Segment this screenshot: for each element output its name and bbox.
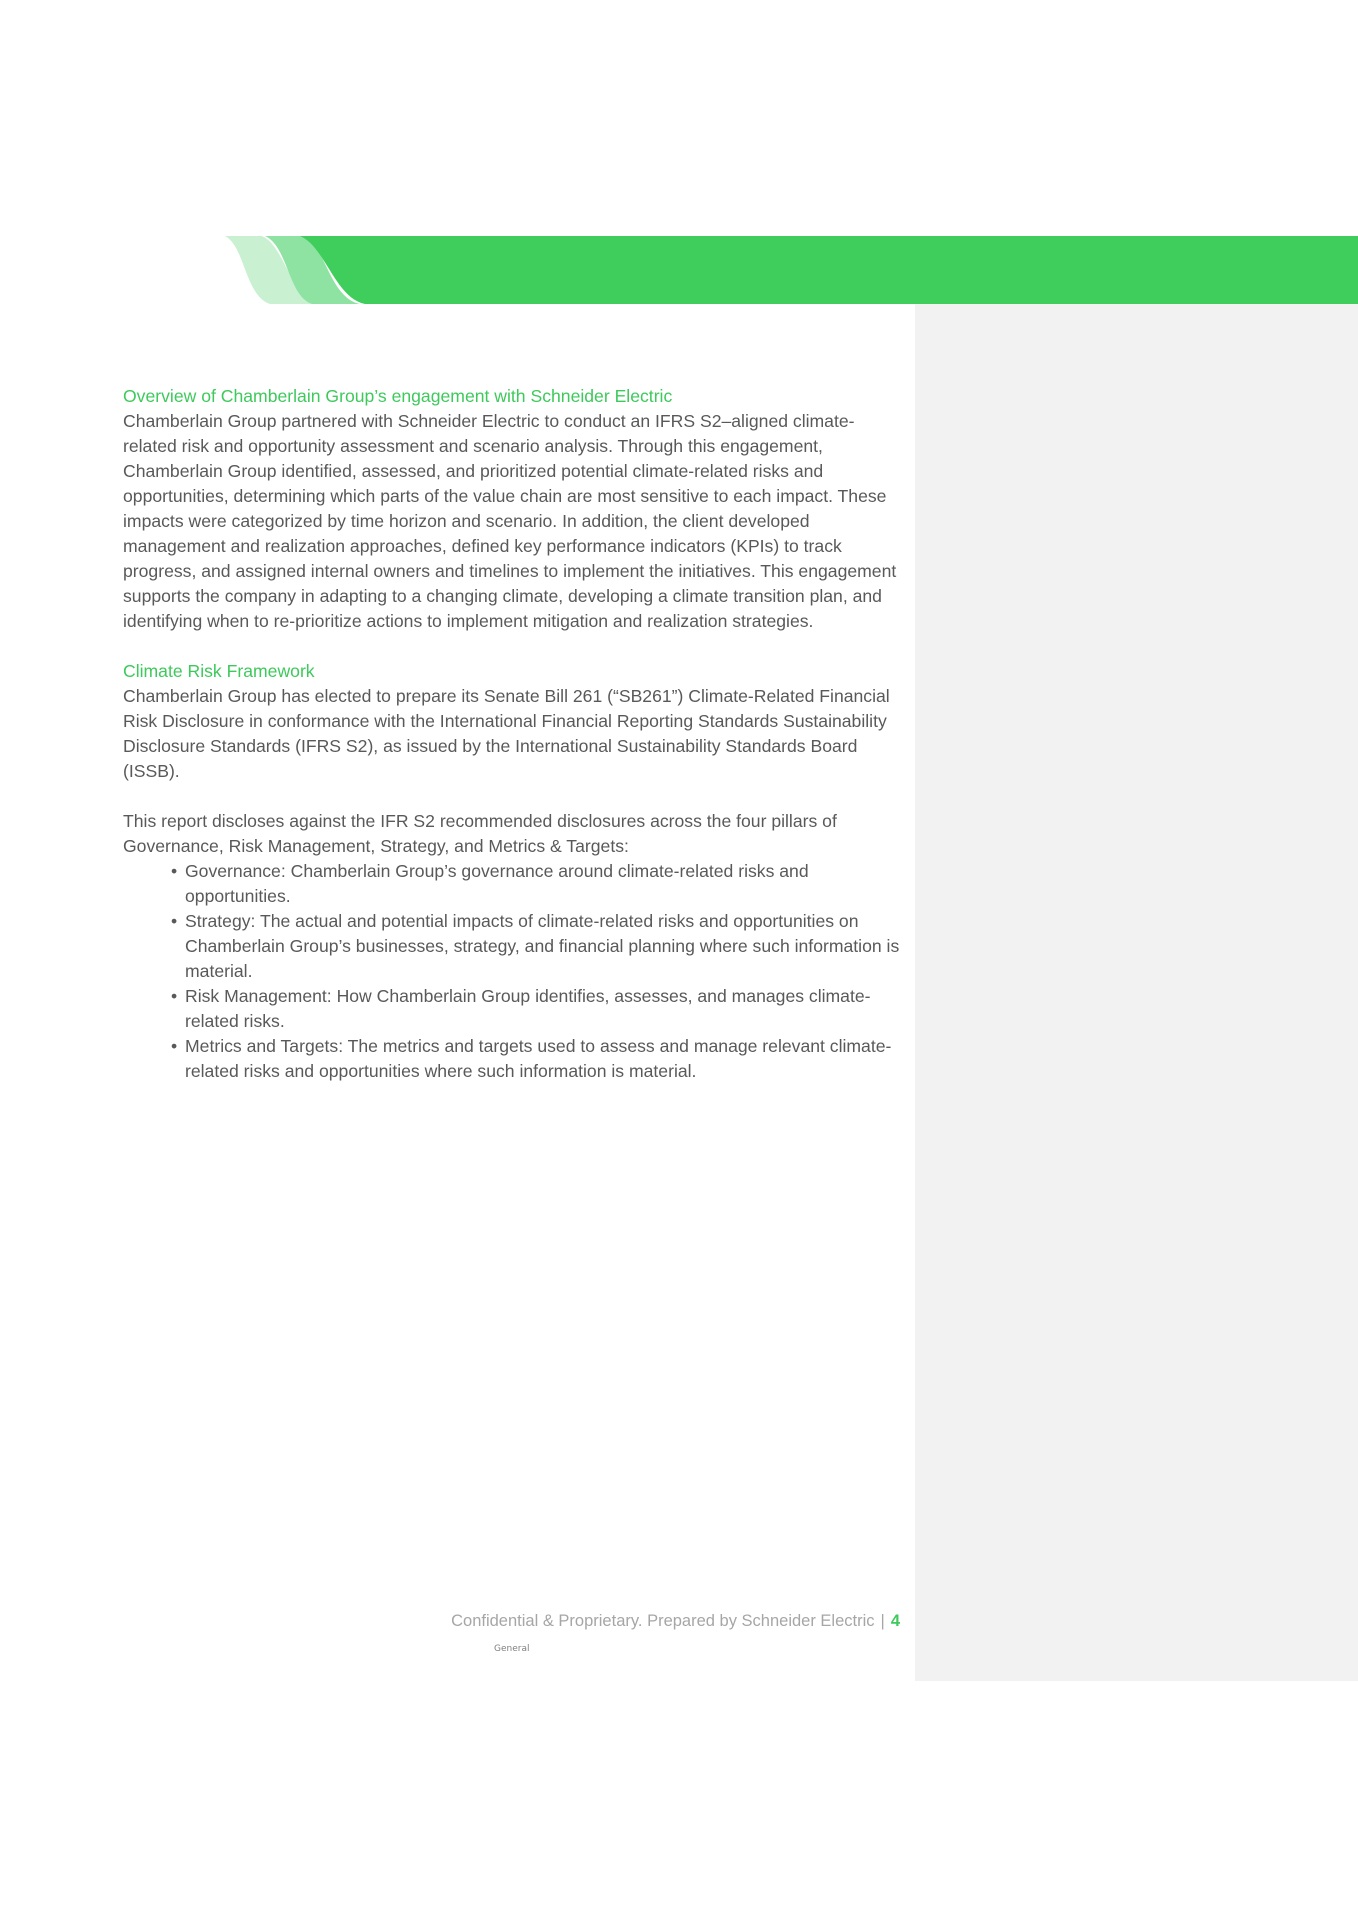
framework-body: Chamberlain Group has elected to prepare its Senate Bill 261 (“SB261”) Climate-Related Financial Risk Disclosure in conformance with the International Financial Reporting Standards Sustainability Disclosure Standards (IFRS S2), as issued by the International Sustainability Standards Board (ISSB). xyxy=(123,686,890,781)
overview-heading: Overview of Chamberlain Group’s engagement with Schneider Electric xyxy=(123,386,673,406)
page-number: 4 xyxy=(890,1612,900,1630)
page-footer xyxy=(451,1612,900,1631)
classification-label: General xyxy=(494,1644,530,1654)
pillar-strategy: Strategy: The actual and potential impacts of climate-related risks and opportunities on Chamberlain Group’s businesses, strategy, and financial planning where such information is material. xyxy=(185,911,900,981)
pillars-intro: This report discloses against the IFR S2 recommended disclosures across the four pillars of Governance, Risk Management, Strategy, and Metrics & Targets: xyxy=(123,811,837,856)
right-sidebar-panel xyxy=(915,303,1358,1681)
list-item xyxy=(123,984,903,1034)
footer-text: Confidential & Proprietary. Prepared by Schneider Electric xyxy=(451,1612,875,1630)
framework-heading: Climate Risk Framework xyxy=(123,661,315,681)
pillar-risk-management: Risk Management: How Chamberlain Group identifies, assesses, and manages climate-related risks. xyxy=(185,986,871,1031)
pillars-list xyxy=(123,859,903,1084)
banner-bar xyxy=(300,236,1358,304)
list-item xyxy=(123,859,903,909)
overview-body: Chamberlain Group partnered with Schneider Electric to conduct an IFRS S2–aligned climate-related risk and opportunity assessment and scenario analysis. Through this engagement, Chamberlain Group identified, assessed, and prioritized potential climate-related risks and opportunities, determining which parts of the value chain are most sensitive to each impact. These impacts were categorized by time horizon and scenario. In addition, the client developed management and realization approaches, defined key performance indicators (KPIs) to track progress, and assigned internal owners and timelines to implement the initiatives. This engagement supports the company in adapting to a changing climate, developing a climate transition plan, and identifying when to re-prioritize actions to implement mitigation and realization strategies. xyxy=(123,411,897,631)
pillar-metrics-targets: Metrics and Targets: The metrics and targets used to assess and manage relevant climate-related risks and opportunities where such information is material. xyxy=(185,1036,892,1081)
main-content xyxy=(123,384,903,1084)
footer-separator: | xyxy=(880,1612,885,1630)
list-item xyxy=(123,909,903,984)
pillar-governance: Governance: Chamberlain Group’s governance around climate-related risks and opportunities. xyxy=(185,861,809,906)
list-item xyxy=(123,1034,903,1084)
header-banner xyxy=(0,236,1358,304)
